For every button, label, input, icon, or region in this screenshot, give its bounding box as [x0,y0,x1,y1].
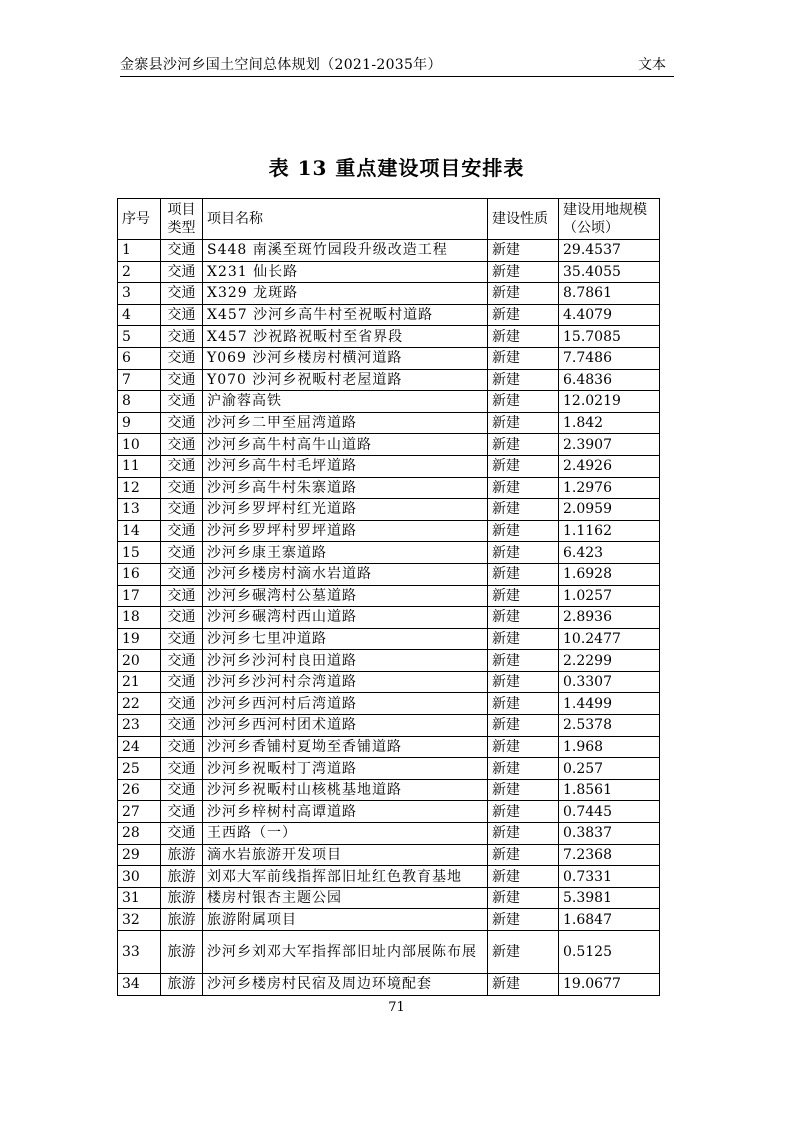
cell-name: 沪渝蓉高铁 [203,391,488,413]
cell-name: 沙河乡高牛村朱寨道路 [203,477,488,499]
cell-nature: 新建 [488,477,559,499]
cell-type: 交通 [161,758,203,780]
cell-name: 沙河乡罗坪村罗坪道路 [203,520,488,542]
cell-type: 交通 [161,801,203,823]
cell-area: 0.257 [559,758,660,780]
cell-index: 19 [118,628,161,650]
cell-name: 楼房村银杏主题公园 [203,887,488,909]
cell-type: 交通 [161,455,203,477]
header-section-label: 文本 [638,57,666,73]
cell-name: 沙河乡七里冲道路 [203,628,488,650]
cell-nature: 新建 [488,542,559,564]
cell-name: X457 沙河乡高牛村至祝畈村道路 [203,304,488,326]
cell-nature: 新建 [488,628,559,650]
cell-index: 25 [118,758,161,780]
cell-name: 沙河乡西河村团术道路 [203,715,488,737]
cell-name: 沙河乡碾湾村西山道路 [203,607,488,629]
cell-name: 沙河乡梓树村高谭道路 [203,801,488,823]
cell-name: 沙河乡罗坪村红光道路 [203,499,488,521]
cell-type: 交通 [161,715,203,737]
cell-name: X231 仙长路 [203,261,488,283]
table-row [118,455,660,477]
table-row [118,693,660,715]
cell-area: 8.7861 [559,283,660,305]
table-row [118,887,660,909]
cell-nature: 新建 [488,391,559,413]
cell-index: 2 [118,261,161,283]
cell-type: 交通 [161,823,203,845]
table-row [118,801,660,823]
table-row [118,563,660,585]
cell-nature: 新建 [488,650,559,672]
cell-nature: 新建 [488,866,559,888]
cell-index: 18 [118,607,161,629]
cell-name: 沙河乡二甲至屈湾道路 [203,412,488,434]
table-row [118,628,660,650]
cell-nature: 新建 [488,347,559,369]
table-row [118,283,660,305]
table-row [118,823,660,845]
cell-index: 13 [118,499,161,521]
cell-name: 沙河乡西河村后湾道路 [203,693,488,715]
cell-index: 29 [118,844,161,866]
cell-name: Y070 沙河乡祝畈村老屋道路 [203,369,488,391]
table-row [118,477,660,499]
cell-type: 交通 [161,412,203,434]
cell-nature: 新建 [488,887,559,909]
cell-index: 30 [118,866,161,888]
cell-area: 1.0257 [559,585,660,607]
cell-area: 2.0959 [559,499,660,521]
table-row [118,715,660,737]
cell-area: 1.8561 [559,779,660,801]
table-row [118,391,660,413]
cell-name: 沙河乡祝畈村丁湾道路 [203,758,488,780]
cell-nature: 新建 [488,844,559,866]
cell-type: 交通 [161,779,203,801]
cell-index: 11 [118,455,161,477]
cell-name: Y069 沙河乡楼房村横河道路 [203,347,488,369]
cell-type: 交通 [161,736,203,758]
cell-area: 1.6928 [559,563,660,585]
cell-type: 交通 [161,650,203,672]
cell-index: 4 [118,304,161,326]
cell-name: 旅游附属项目 [203,909,488,931]
cell-nature: 新建 [488,520,559,542]
table-row [118,758,660,780]
cell-name: 王西路（一） [203,823,488,845]
cell-index: 15 [118,542,161,564]
cell-index: 22 [118,693,161,715]
cell-area: 15.7085 [559,326,660,348]
cell-type: 交通 [161,326,203,348]
cell-type: 交通 [161,369,203,391]
cell-area: 7.7486 [559,347,660,369]
page-header [120,52,674,77]
cell-area: 6.4836 [559,369,660,391]
cell-name: 沙河乡沙河村良田道路 [203,650,488,672]
cell-type: 交通 [161,542,203,564]
table-row [118,412,660,434]
cell-area: 0.3307 [559,671,660,693]
cell-nature: 新建 [488,909,559,931]
cell-type: 交通 [161,693,203,715]
cell-area: 2.8936 [559,607,660,629]
cell-type: 交通 [161,607,203,629]
cell-index: 32 [118,909,161,931]
cell-area: 35.4055 [559,261,660,283]
cell-name: 滴水岩旅游开发项目 [203,844,488,866]
cell-area: 0.5125 [559,931,660,974]
cell-type: 旅游 [161,844,203,866]
header-cell-nature: 建设性质 [488,199,559,240]
cell-nature: 新建 [488,801,559,823]
cell-type: 交通 [161,347,203,369]
table-header-row [118,199,660,240]
table-row [118,931,660,974]
table-row [118,261,660,283]
cell-area: 1.4499 [559,693,660,715]
cell-index: 12 [118,477,161,499]
cell-area: 1.842 [559,412,660,434]
table-row [118,347,660,369]
cell-nature: 新建 [488,931,559,974]
table-row [118,240,660,262]
cell-name: S448 南溪至斑竹园段升级改造工程 [203,240,488,262]
cell-index: 6 [118,347,161,369]
table-row [118,607,660,629]
cell-nature: 新建 [488,758,559,780]
cell-name: 沙河乡楼房村滴水岩道路 [203,563,488,585]
cell-nature: 新建 [488,715,559,737]
cell-type: 交通 [161,283,203,305]
cell-index: 27 [118,801,161,823]
cell-index: 17 [118,585,161,607]
cell-type: 交通 [161,671,203,693]
cell-index: 10 [118,434,161,456]
table-row [118,434,660,456]
cell-nature: 新建 [488,607,559,629]
cell-type: 交通 [161,261,203,283]
header-cell-type: 项目类型 [161,199,203,240]
table-body [118,240,660,996]
table-row [118,844,660,866]
cell-index: 31 [118,887,161,909]
cell-type: 交通 [161,563,203,585]
cell-area: 2.3907 [559,434,660,456]
table-row [118,866,660,888]
table-title: 表 13 重点建设项目安排表 [268,156,525,180]
cell-nature: 新建 [488,779,559,801]
cell-nature: 新建 [488,455,559,477]
cell-name: 沙河乡祝畈村山核桃基地道路 [203,779,488,801]
project-table [117,198,660,996]
table-row [118,499,660,521]
cell-name: X457 沙祝路祝畈村至省界段 [203,326,488,348]
table-row [118,779,660,801]
cell-index: 14 [118,520,161,542]
cell-index: 7 [118,369,161,391]
cell-type: 交通 [161,434,203,456]
header-cell-area: 建设用地规模（公顷） [559,199,660,240]
cell-area: 10.2477 [559,628,660,650]
cell-type: 旅游 [161,974,203,996]
cell-nature: 新建 [488,823,559,845]
cell-name: 刘邓大军前线指挥部旧址红色教育基地 [203,866,488,888]
cell-area: 5.3981 [559,887,660,909]
cell-area: 0.3837 [559,823,660,845]
cell-name: 沙河乡康王寨道路 [203,542,488,564]
cell-index: 16 [118,563,161,585]
cell-area: 19.0677 [559,974,660,996]
cell-area: 0.7445 [559,801,660,823]
table-row [118,542,660,564]
cell-index: 28 [118,823,161,845]
cell-name: 沙河乡楼房村民宿及周边环境配套 [203,974,488,996]
cell-index: 34 [118,974,161,996]
cell-area: 2.5378 [559,715,660,737]
cell-area: 7.2368 [559,844,660,866]
cell-nature: 新建 [488,326,559,348]
cell-nature: 新建 [488,369,559,391]
cell-type: 交通 [161,391,203,413]
cell-name: 沙河乡高牛村高牛山道路 [203,434,488,456]
cell-area: 1.2976 [559,477,660,499]
table-row [118,974,660,996]
cell-name: 沙河乡香铺村夏坳至香铺道路 [203,736,488,758]
table-row [118,369,660,391]
cell-index: 9 [118,412,161,434]
cell-name: 沙河乡高牛村毛坪道路 [203,455,488,477]
cell-area: 4.4079 [559,304,660,326]
table-row [118,671,660,693]
cell-area: 12.0219 [559,391,660,413]
cell-name: X329 龙斑路 [203,283,488,305]
page-number: 71 [388,1000,405,1015]
cell-type: 旅游 [161,887,203,909]
cell-area: 2.2299 [559,650,660,672]
cell-type: 旅游 [161,866,203,888]
cell-area: 1.1162 [559,520,660,542]
cell-index: 1 [118,240,161,262]
cell-area: 1.6847 [559,909,660,931]
cell-index: 8 [118,391,161,413]
cell-type: 交通 [161,520,203,542]
cell-type: 交通 [161,499,203,521]
cell-index: 33 [118,931,161,974]
cell-index: 3 [118,283,161,305]
cell-nature: 新建 [488,240,559,262]
cell-area: 6.423 [559,542,660,564]
cell-index: 26 [118,779,161,801]
cell-nature: 新建 [488,736,559,758]
cell-area: 1.968 [559,736,660,758]
cell-index: 23 [118,715,161,737]
cell-type: 交通 [161,628,203,650]
table-row [118,736,660,758]
cell-nature: 新建 [488,304,559,326]
cell-type: 交通 [161,304,203,326]
cell-area: 0.7331 [559,866,660,888]
cell-name: 沙河乡沙河村佘湾道路 [203,671,488,693]
cell-area: 29.4537 [559,240,660,262]
cell-nature: 新建 [488,434,559,456]
cell-nature: 新建 [488,974,559,996]
cell-index: 5 [118,326,161,348]
table-row [118,585,660,607]
cell-nature: 新建 [488,261,559,283]
table-row [118,520,660,542]
header-cell-name: 项目名称 [203,199,488,240]
header-document-title: 金寨县沙河乡国土空间总体规划（2021-2035年） [120,57,442,73]
cell-type: 旅游 [161,931,203,974]
cell-nature: 新建 [488,499,559,521]
cell-index: 24 [118,736,161,758]
table-row [118,909,660,931]
cell-nature: 新建 [488,693,559,715]
cell-nature: 新建 [488,563,559,585]
cell-index: 21 [118,671,161,693]
table-row [118,326,660,348]
cell-nature: 新建 [488,671,559,693]
cell-nature: 新建 [488,283,559,305]
cell-type: 交通 [161,240,203,262]
cell-index: 20 [118,650,161,672]
header-cell-index: 序号 [118,199,161,240]
table-row [118,304,660,326]
cell-type: 旅游 [161,909,203,931]
cell-nature: 新建 [488,585,559,607]
cell-area: 2.4926 [559,455,660,477]
table-row [118,650,660,672]
cell-nature: 新建 [488,412,559,434]
cell-type: 交通 [161,477,203,499]
cell-type: 交通 [161,585,203,607]
cell-name: 沙河乡碾湾村公墓道路 [203,585,488,607]
cell-name: 沙河乡刘邓大军指挥部旧址内部展陈布展 [203,931,488,974]
